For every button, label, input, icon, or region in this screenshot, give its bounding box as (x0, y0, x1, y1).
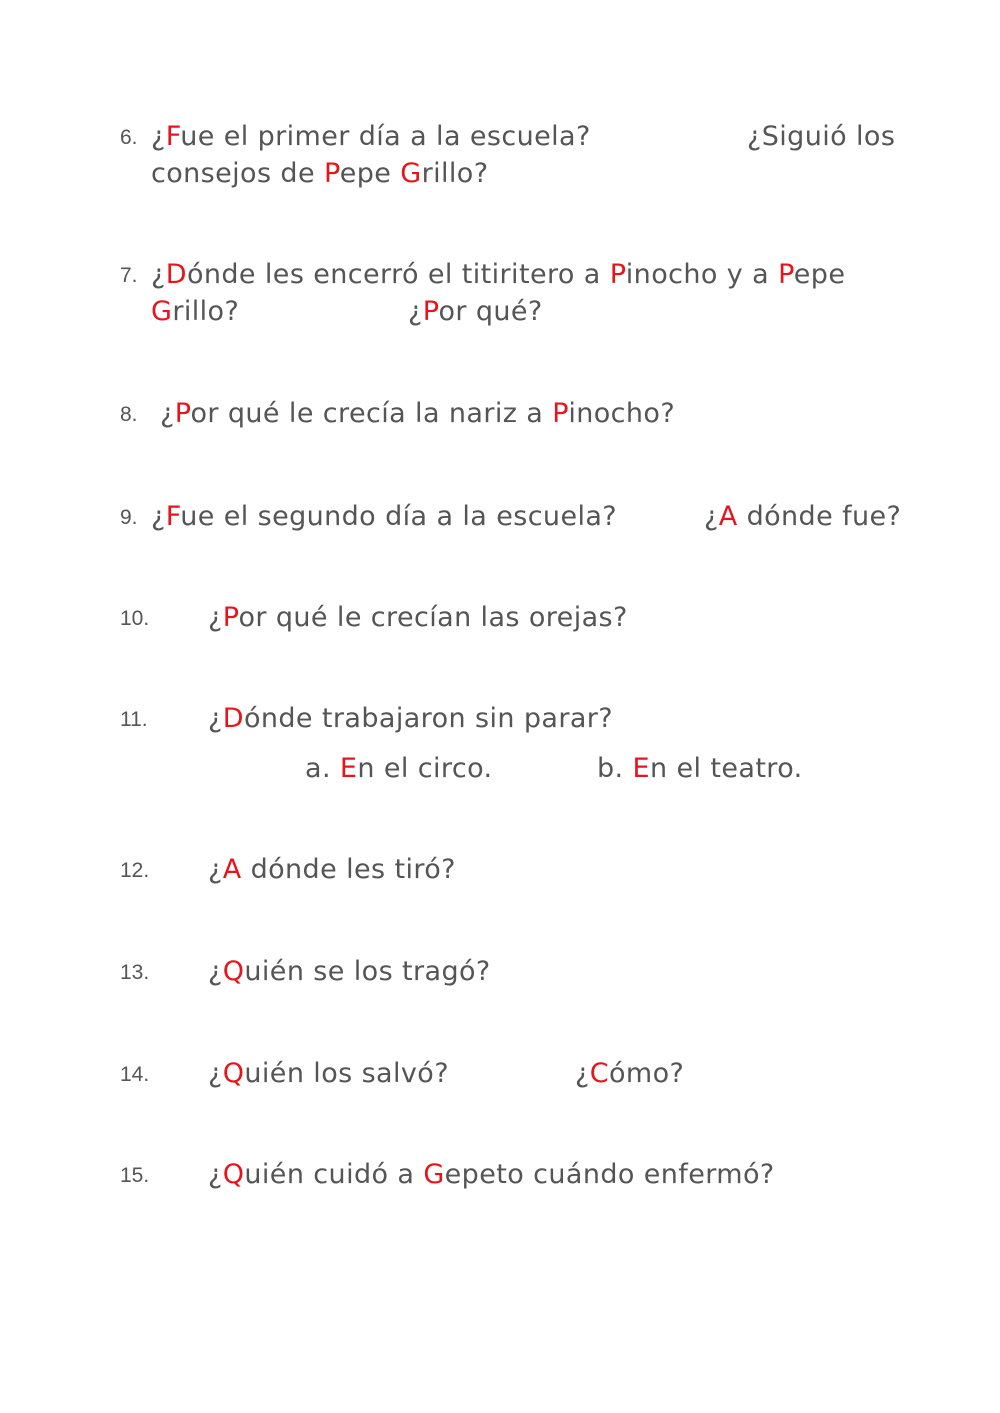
highlighted-initial: E (339, 753, 358, 784)
text-segment: a. (305, 753, 340, 784)
text-segment: ¿ (208, 1159, 223, 1190)
question-number: 6. (120, 126, 138, 149)
text-segment: epe (339, 158, 401, 189)
text-segment: ¿ (408, 296, 423, 327)
highlighted-initial: Q (222, 1058, 245, 1089)
question-text-line (151, 158, 488, 189)
question-text-line (305, 753, 493, 784)
text-segment: ¿ (575, 1058, 590, 1089)
highlighted-initial: Q (222, 956, 245, 987)
text-segment: or qué le crecía la nariz a (190, 398, 553, 429)
question-text-line (208, 602, 628, 633)
question-text-line (408, 296, 543, 327)
highlighted-initial: G (423, 1159, 445, 1190)
text-segment: dónde fue? (737, 501, 902, 532)
text-segment: b. (597, 753, 633, 784)
text-segment: uién cuidó a (244, 1159, 424, 1190)
highlighted-initial: D (222, 703, 244, 734)
text-segment: ¿ (151, 121, 166, 152)
question-number: 15. (120, 1164, 150, 1187)
text-segment: or qué le crecían las orejas? (238, 602, 628, 633)
text-segment: uién se los tragó? (244, 956, 491, 987)
text-segment: uién los salvó? (244, 1058, 449, 1089)
text-segment: inocho y a (625, 259, 779, 290)
highlighted-initial: G (151, 296, 173, 327)
highlighted-initial: E (632, 753, 650, 784)
text-segment: ¿ (208, 703, 223, 734)
question-text-line (151, 259, 845, 290)
question-number: 13. (120, 961, 150, 984)
question-text-line (208, 1159, 775, 1190)
question-text-line (747, 121, 895, 152)
question-number: 14. (120, 1063, 150, 1086)
question-number: 7. (120, 264, 138, 287)
highlighted-initial: D (165, 259, 187, 290)
highlighted-initial: A (222, 854, 242, 885)
question-text-line (151, 121, 591, 152)
text-segment: n el teatro. (649, 753, 803, 784)
question-text-line (208, 854, 456, 885)
highlighted-initial: P (778, 259, 794, 290)
highlighted-initial: P (323, 158, 340, 189)
highlighted-initial: F (165, 121, 181, 152)
question-number: 11. (120, 708, 148, 731)
text-segment: ¿ (208, 1058, 223, 1089)
question-text-line (597, 753, 803, 784)
text-segment: epeto cuándo enfermó? (444, 1159, 775, 1190)
text-segment: ¿ (208, 602, 223, 633)
highlighted-initial: P (222, 602, 239, 633)
question-text-line (151, 296, 239, 327)
text-segment: or qué? (438, 296, 543, 327)
highlighted-initial: F (165, 501, 181, 532)
text-segment: ónde trabajaron sin parar? (243, 703, 614, 734)
highlighted-initial: A (718, 501, 738, 532)
highlighted-initial: P (422, 296, 439, 327)
highlighted-initial: C (589, 1058, 609, 1089)
text-segment: ómo? (609, 1058, 685, 1089)
question-text-line (208, 1058, 449, 1089)
highlighted-initial: G (400, 158, 422, 189)
text-segment: ónde les encerró el titiritero a (186, 259, 610, 290)
highlighted-initial: P (552, 398, 569, 429)
text-segment: ¿Siguió los (747, 121, 896, 152)
highlighted-initial: P (609, 259, 626, 290)
text-segment: dónde les tiró? (241, 854, 456, 885)
text-segment: rillo? (421, 158, 489, 189)
question-text-line (208, 956, 491, 987)
question-number: 10. (120, 607, 150, 630)
question-text-line (575, 1058, 684, 1089)
text-segment: n el circo. (357, 753, 493, 784)
highlighted-initial: P (174, 398, 191, 429)
question-number: 12. (120, 859, 150, 882)
question-text-line (208, 703, 613, 734)
text-segment: ¿ (208, 854, 223, 885)
text-segment: inocho? (568, 398, 676, 429)
question-text-line (704, 501, 901, 532)
highlighted-initial: Q (222, 1159, 245, 1190)
text-segment: ue el primer día a la escuela? (180, 121, 591, 152)
text-segment: ue el segundo día a la escuela? (180, 501, 618, 532)
text-segment: epe (793, 259, 846, 290)
text-segment: rillo? (172, 296, 240, 327)
text-segment: consejos de (151, 158, 324, 189)
text-segment: ¿ (151, 501, 166, 532)
text-segment: ¿ (208, 956, 223, 987)
text-segment: ¿ (704, 501, 719, 532)
question-text-line (151, 501, 617, 532)
question-text-line (160, 398, 675, 429)
text-segment: ¿ (160, 398, 175, 429)
question-number: 9. (120, 506, 138, 529)
question-number: 8. (120, 403, 138, 426)
text-segment: ¿ (151, 259, 166, 290)
